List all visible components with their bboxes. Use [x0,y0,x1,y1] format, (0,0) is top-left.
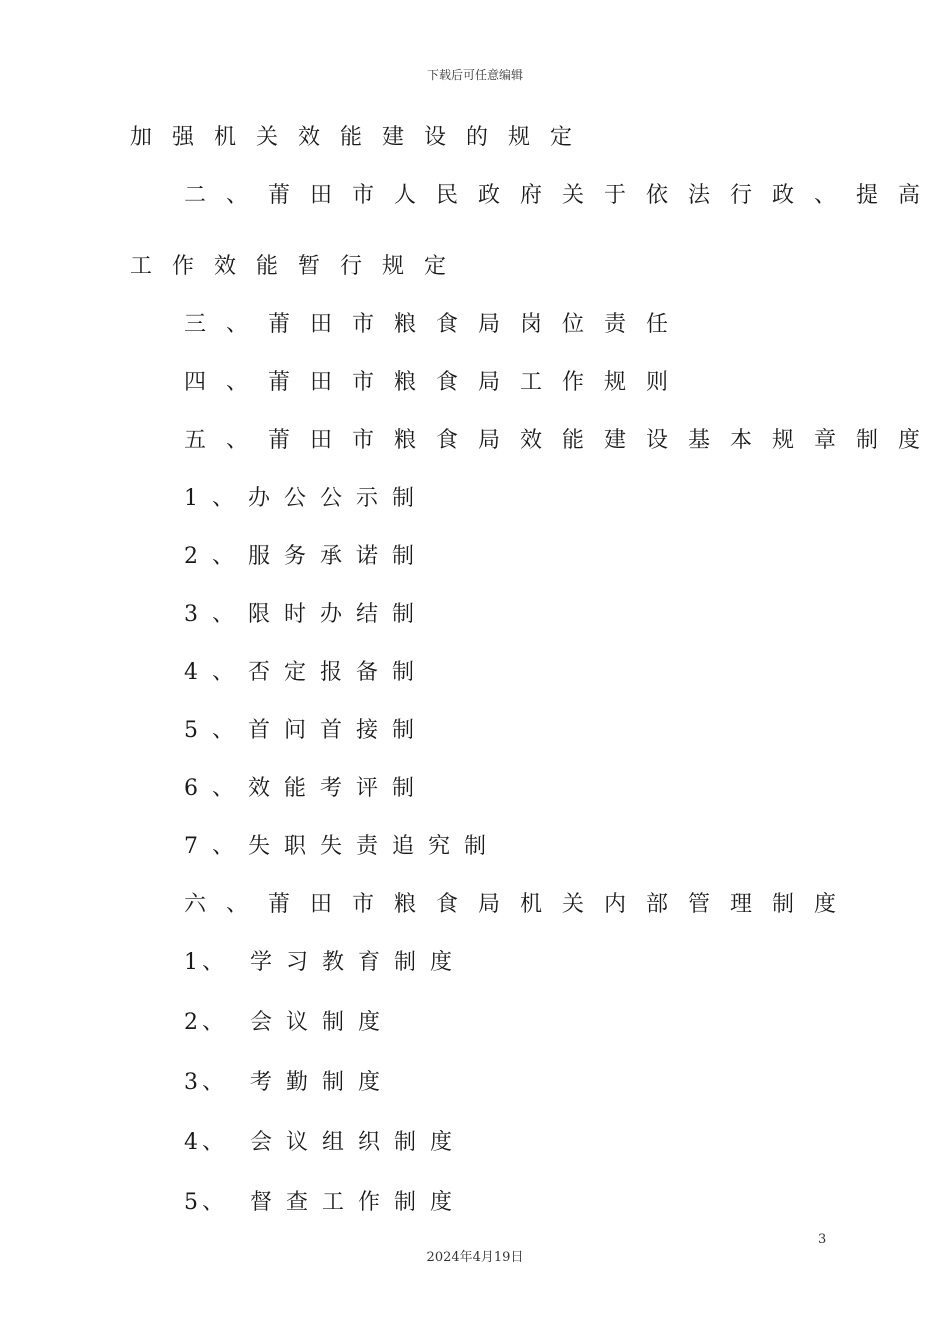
list-number: 4、 [184,1130,228,1155]
list-item [184,1129,466,1157]
list-text: 会议制度 [250,1010,395,1035]
list-item [184,949,466,977]
list-text: 学习教育制度 [250,950,467,975]
list-number: 1、 [184,950,228,975]
list-text: 会议组织制度 [250,1130,467,1155]
text-line: 加强机关效能建设的规定 [130,125,593,150]
list-number: 2、 [184,1010,228,1035]
page-header: 下载后可任意编辑 [426,68,523,82]
list-item: 3、限时办结制 [184,602,428,627]
list-item: 2、服务承诺制 [184,544,428,569]
list-item: 1、办公公示制 [184,486,428,511]
text-line: 二、莆田市人民政府关于依法行政、提高 [184,183,941,208]
text-line: 四、莆田市粮食局工作规则 [184,370,689,395]
text-line: 五、莆田市粮食局效能建设基本规章制度 [184,428,941,453]
page-footer-date: 2024年4月19日 [426,1250,524,1265]
list-number: 5、 [184,1190,228,1215]
list-text: 考勤制度 [250,1070,395,1095]
page-number: 3 [818,1232,827,1247]
list-item: 5、首问首接制 [184,718,428,743]
list-item [184,1189,466,1217]
list-item [184,1009,394,1037]
text-line: 工作效能暂行规定 [130,254,467,279]
text-line: 六、莆田市粮食局机关内部管理制度 [184,892,857,917]
list-item: 6、效能考评制 [184,776,428,801]
text-line: 三、莆田市粮食局岗位责任 [184,312,689,337]
list-item: 4、否定报备制 [184,660,428,685]
list-text: 督查工作制度 [250,1190,467,1215]
list-number: 3、 [184,1070,228,1095]
list-item [184,1069,394,1097]
list-item: 7、失职失责追究制 [184,834,500,859]
